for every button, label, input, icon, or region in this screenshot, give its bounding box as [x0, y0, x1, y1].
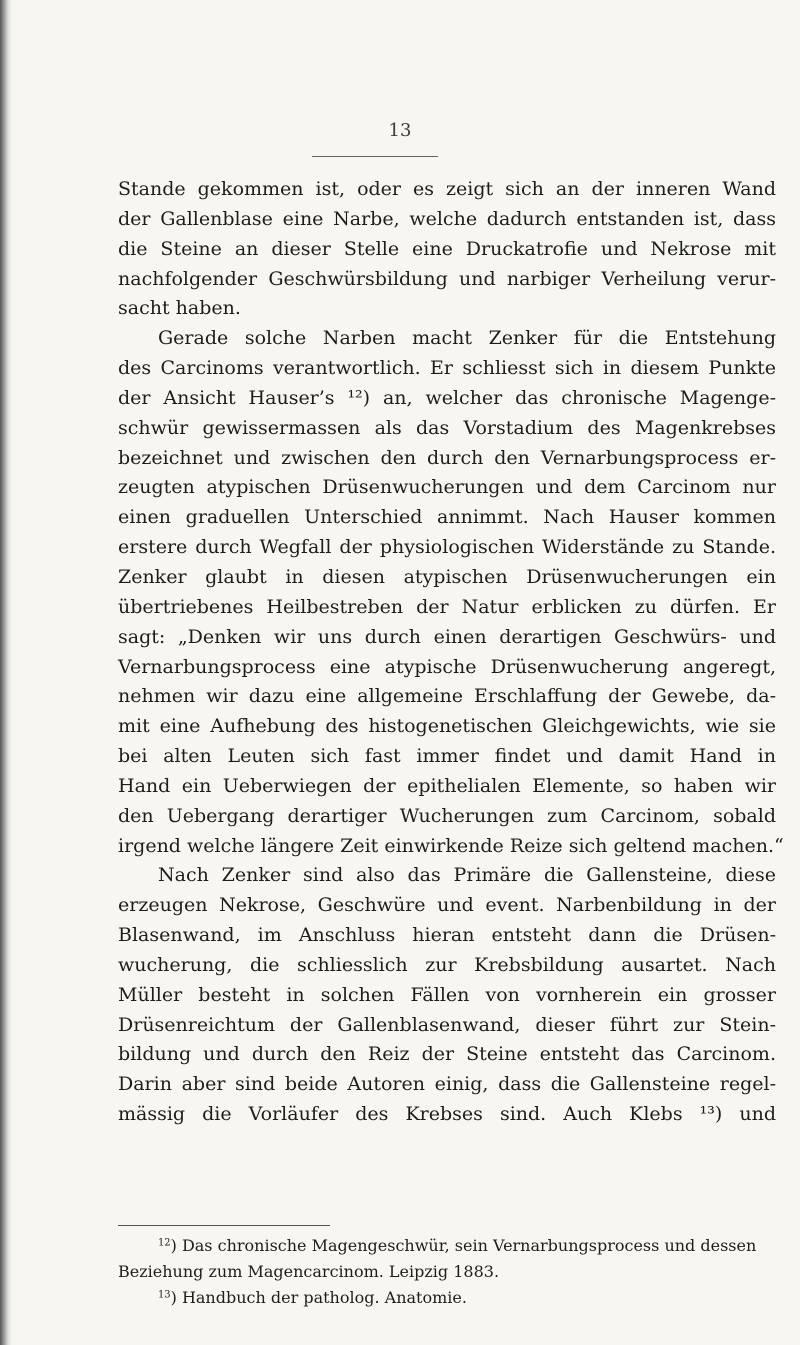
body-line: Gerade solche Narben macht Zenker für die Entstehung: [158, 327, 776, 350]
header-rule: [312, 156, 438, 157]
body-line: Blasenwand, im Anschluss hieran entsteht dann die Drüsen-: [118, 924, 776, 947]
body-line: mässig die Vorläufer des Krebses sind. Auch Klebs ¹³) und: [118, 1103, 776, 1126]
body-line: den Uebergang derartiger Wucherungen zum Carcinom, sobald: [118, 804, 776, 827]
page-binding-edge: [0, 0, 12, 1345]
body-line: Darin aber sind beide Autoren einig, dass die Gallensteine regel-: [118, 1073, 776, 1096]
body-line: der Ansicht Hauser’s ¹²) an, welcher das chronische Magenge-: [118, 386, 776, 409]
footnotes: [118, 1233, 776, 1311]
body-line: übertriebenes Heilbestreben der Natur erblicken zu dürfen. Er: [118, 595, 776, 618]
footnote-12-mark: 12: [158, 1237, 171, 1249]
body-line: Zenker glaubt in diesen atypischen Drüsenwucherungen ein: [118, 565, 776, 588]
body-line: nachfolgender Geschwürsbildung und narbiger Verheilung verur-: [118, 267, 776, 290]
body-line: die Steine an dieser Stelle eine Druckatrofie und Nekrose mit: [118, 237, 776, 260]
body-line: bildung und durch den Reiz der Steine entsteht das Carcinom.: [118, 1043, 776, 1066]
body-line: erzeugen Nekrose, Geschwüre und event. Narbenbildung in der: [118, 894, 776, 917]
body-line: irgend welche längere Zeit einwirkende Reize sich geltend machen.“: [118, 834, 784, 857]
body-line: erstere durch Wegfall der physiologischen Widerstände zu Stande.: [118, 536, 776, 559]
footnote-12-text: ) Das chronische Magengeschwür, sein Vernarbungsprocess und dessen: [170, 1236, 757, 1255]
body-line: sacht haben.: [118, 297, 241, 320]
page-number: 13: [388, 120, 412, 141]
body-line: Müller besteht in solchen Fällen von vornherein ein grosser: [118, 983, 776, 1006]
footnote-13-text: ) Handbuch der patholog. Anatomie.: [170, 1288, 467, 1307]
body-line: bezeichnet und zwischen den durch den Vernarbungsprocess er-: [118, 446, 776, 469]
body-line: wucherung, die schliesslich zur Krebsbildung ausartet. Nach: [118, 953, 776, 976]
body-text: [118, 175, 784, 1130]
body-line: Nach Zenker sind also das Primäre die Gallensteine, diese: [158, 864, 776, 887]
footnote-13: [118, 1285, 776, 1311]
body-line: des Carcinoms verantwortlich. Er schliesst sich in diesem Punkte: [118, 357, 776, 380]
body-line: bei alten Leuten sich fast immer findet und damit Hand in: [118, 745, 776, 768]
body-line: mit eine Aufhebung des histogenetischen Gleichgewichts, wie sie: [118, 715, 776, 738]
body-line: einen graduellen Unterschied annimmt. Nach Hauser kommen: [118, 506, 776, 529]
body-line: zeugten atypischen Drüsenwucherungen und dem Carcinom nur: [118, 476, 776, 499]
body-line: Hand ein Ueberwiegen der epithelialen Elemente, so haben wir: [118, 774, 776, 797]
body-line: schwür gewissermassen als das Vorstadium des Magenkrebses: [118, 416, 776, 439]
footnote-12: [118, 1233, 776, 1259]
footnote-12-text-continued: Beziehung zum Magencarcinom. Leipzig 1883.: [118, 1262, 500, 1281]
footnote-12-continued: [118, 1259, 776, 1285]
footnote-rule: [118, 1225, 330, 1226]
body-line: nehmen wir dazu eine allgemeine Erschlaffung der Gewebe, da-: [118, 685, 776, 708]
body-line: Drüsenreichtum der Gallenblasenwand, dieser führt zur Stein-: [118, 1013, 776, 1036]
body-line: Stande gekommen ist, oder es zeigt sich an der inneren Wand: [118, 178, 776, 200]
body-line: sagt: „Denken wir uns durch einen derartigen Geschwürs- und: [118, 625, 776, 648]
footnote-13-mark: 13: [158, 1289, 171, 1301]
body-line: Vernarbungsprocess eine atypische Drüsenwucherung angeregt,: [118, 655, 776, 678]
body-line: der Gallenblase eine Narbe, welche dadurch entstanden ist, dass: [118, 207, 776, 230]
